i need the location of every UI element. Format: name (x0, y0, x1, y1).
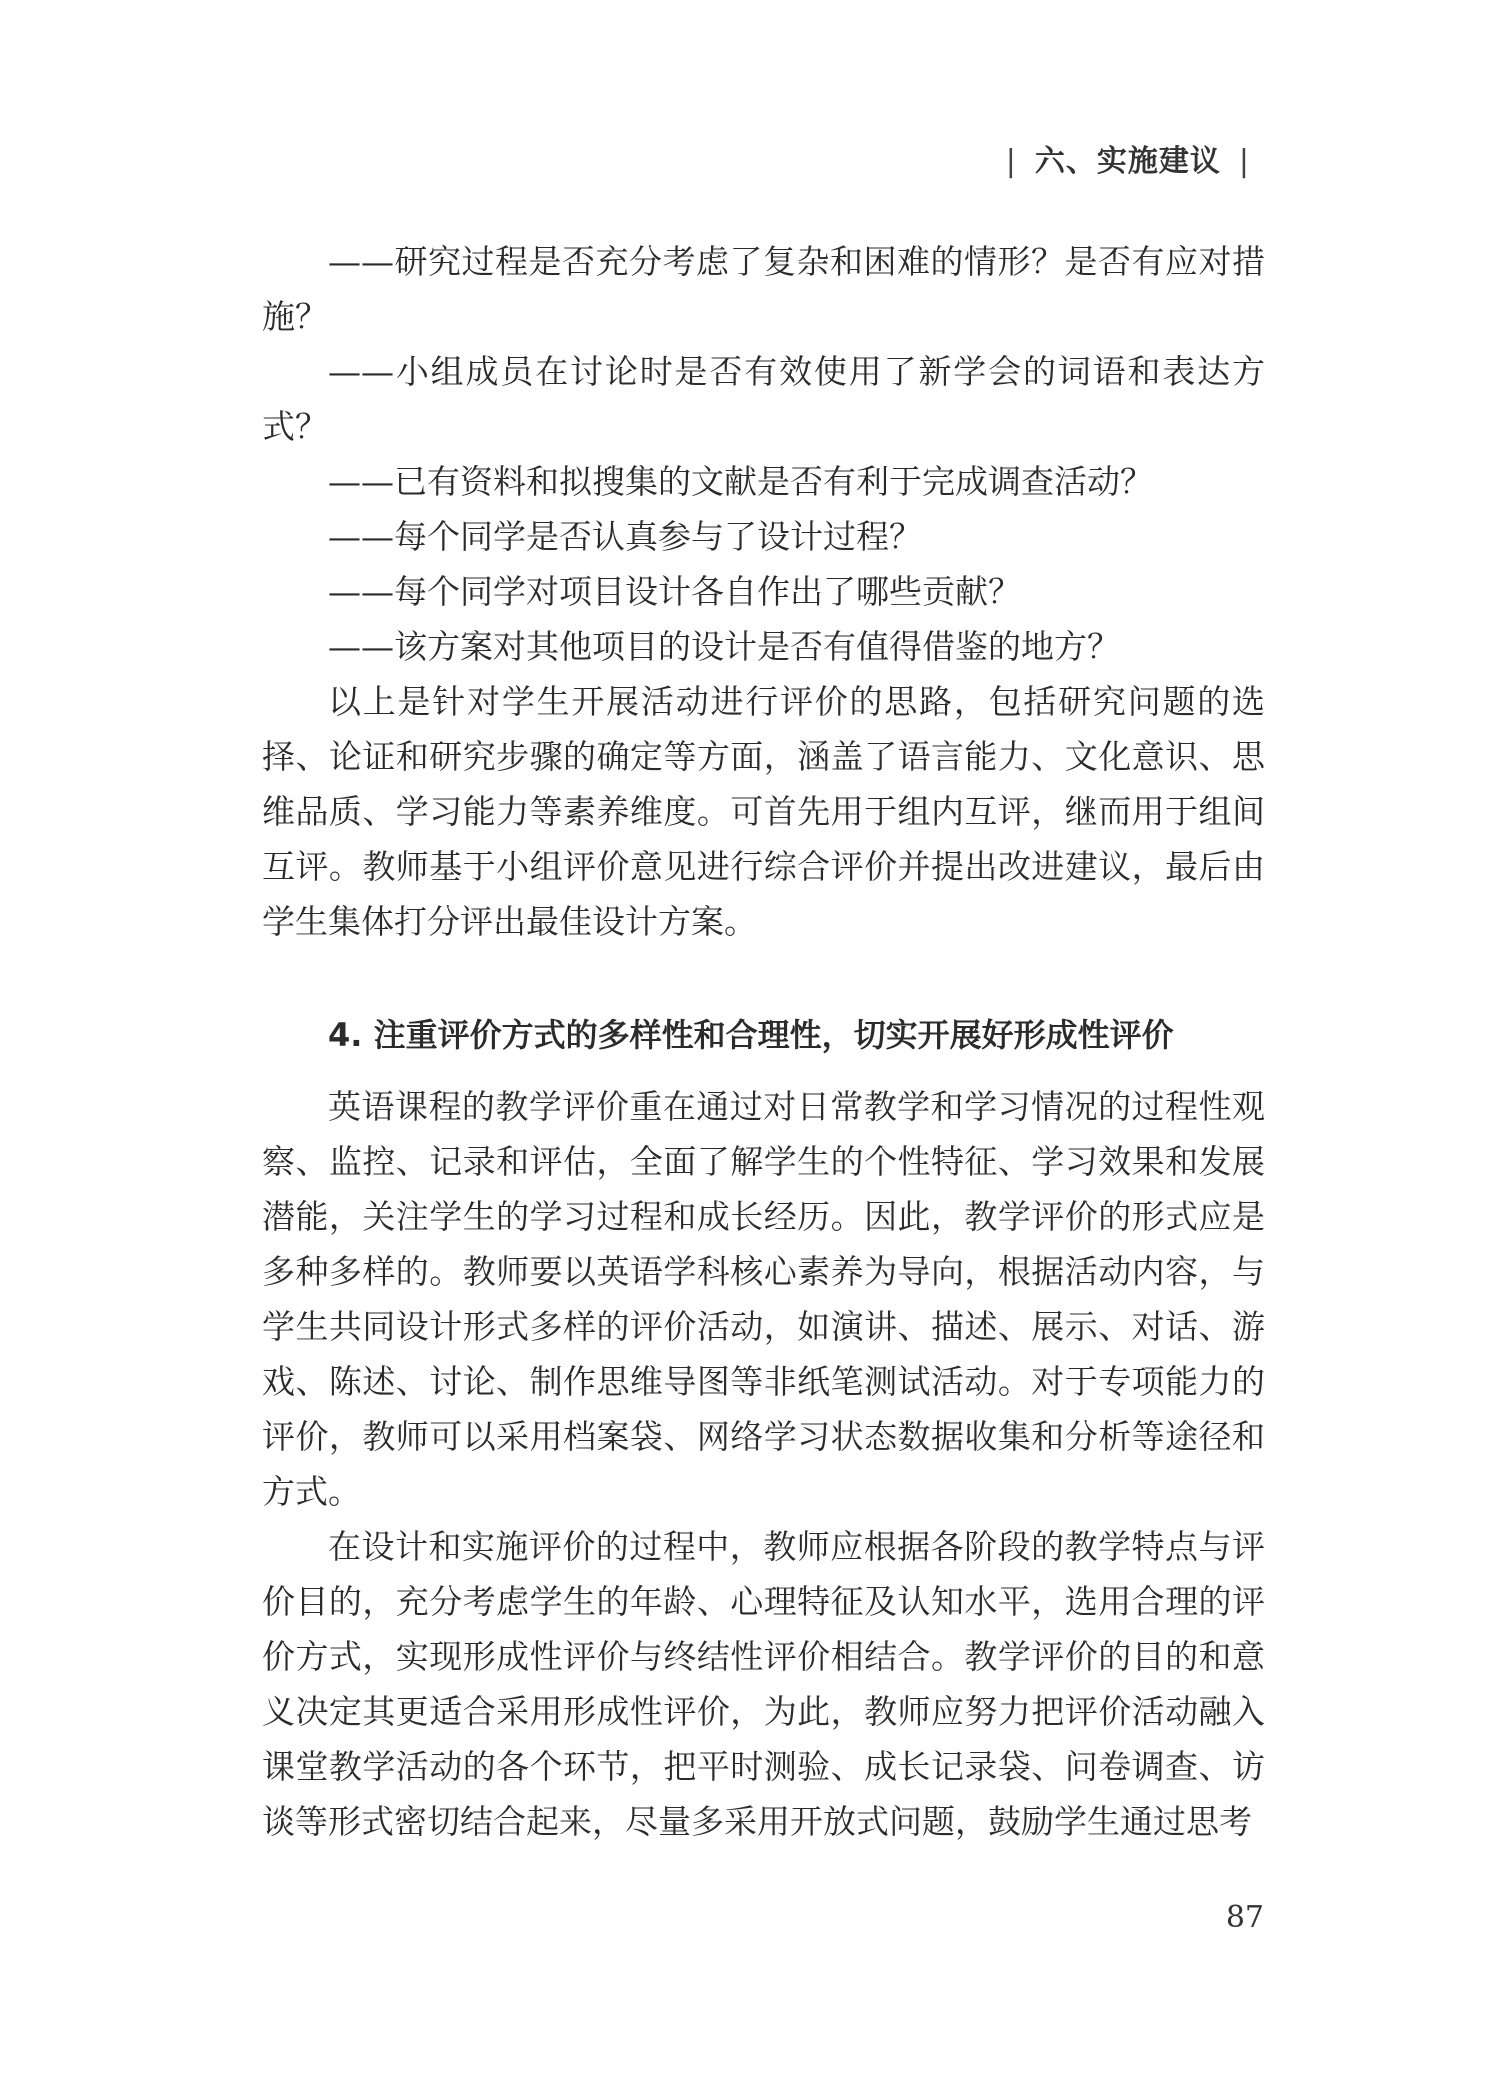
dash-item: ——已有资料和拟搜集的文献是否有利于完成调查活动？ (328, 462, 1153, 501)
header-bar-right: | (1238, 144, 1250, 179)
dash-item: ——每个同学对项目设计各自作出了哪些贡献？ (328, 572, 1021, 611)
body-paragraph-2: 在设计和实施评价的过程中，教师应根据各阶段的教学特点与评价目的，充分考虑学生的年龄、心理特征及认知水平，选用合理的评价方式，实现形成性评价与终结性评价相结合。教学评价的目的和意义决定其更适合采用形成性评价，为此，教师应努力把评价活动融入课堂教学活动的各个环节，把平时测验、成长记录袋、问卷调查、访谈等形式密切结合起来，尽量多采用开放式问题，鼓励学生通过思考 (262, 1527, 1265, 1841)
body-paragraph-1: 英语课程的教学评价重在通过对日常教学和学习情况的过程性观察、监控、记录和评估，全面了解学生的个性特征、学习效果和发展潜能，关注学生的学习过程和成长经历。因此，教学评价的形式应是多种多样的。教师要以英语学科核心素养为导向，根据活动内容，与学生共同设计形式多样的评价活动，如演讲、描述、展示、对话、游戏、陈述、讨论、制作思维导图等非纸笔测试活动。对于专项能力的评价，教师可以采用档案袋、网络学习状态数据收集和分析等途径和方式。 (262, 1087, 1265, 1511)
header-section-title: 六、实施建议 (1034, 144, 1221, 179)
section-heading: 4. 注重评价方式的多样性和合理性，切实开展好形成性评价 (328, 1016, 1174, 1054)
dash-item: ——研究过程是否充分考虑了复杂和困难的情形？是否有应对措施？ (262, 242, 1265, 336)
page-number: 87 (1225, 1900, 1264, 1935)
dash-item: ——每个同学是否认真参与了设计过程？ (328, 517, 922, 556)
dash-item: ——该方案对其他项目的设计是否有值得借鉴的地方？ (328, 627, 1120, 666)
running-header (988, 142, 1268, 182)
dash-item: ——小组成员在讨论时是否有效使用了新学会的词语和表达方式？ (262, 352, 1265, 446)
page-body (262, 234, 1265, 1849)
summary-paragraph: 以上是针对学生开展活动进行评价的思路，包括研究问题的选择、论证和研究步骤的确定等方面，涵盖了语言能力、文化意识、思维品质、学习能力等素养维度。可首先用于组内互评，继而用于组间互评。教师基于小组评价意见进行综合评价并提出改进建议，最后由学生集体打分评出最佳设计方案。 (262, 682, 1265, 941)
header-bar-left: | (1005, 144, 1017, 179)
